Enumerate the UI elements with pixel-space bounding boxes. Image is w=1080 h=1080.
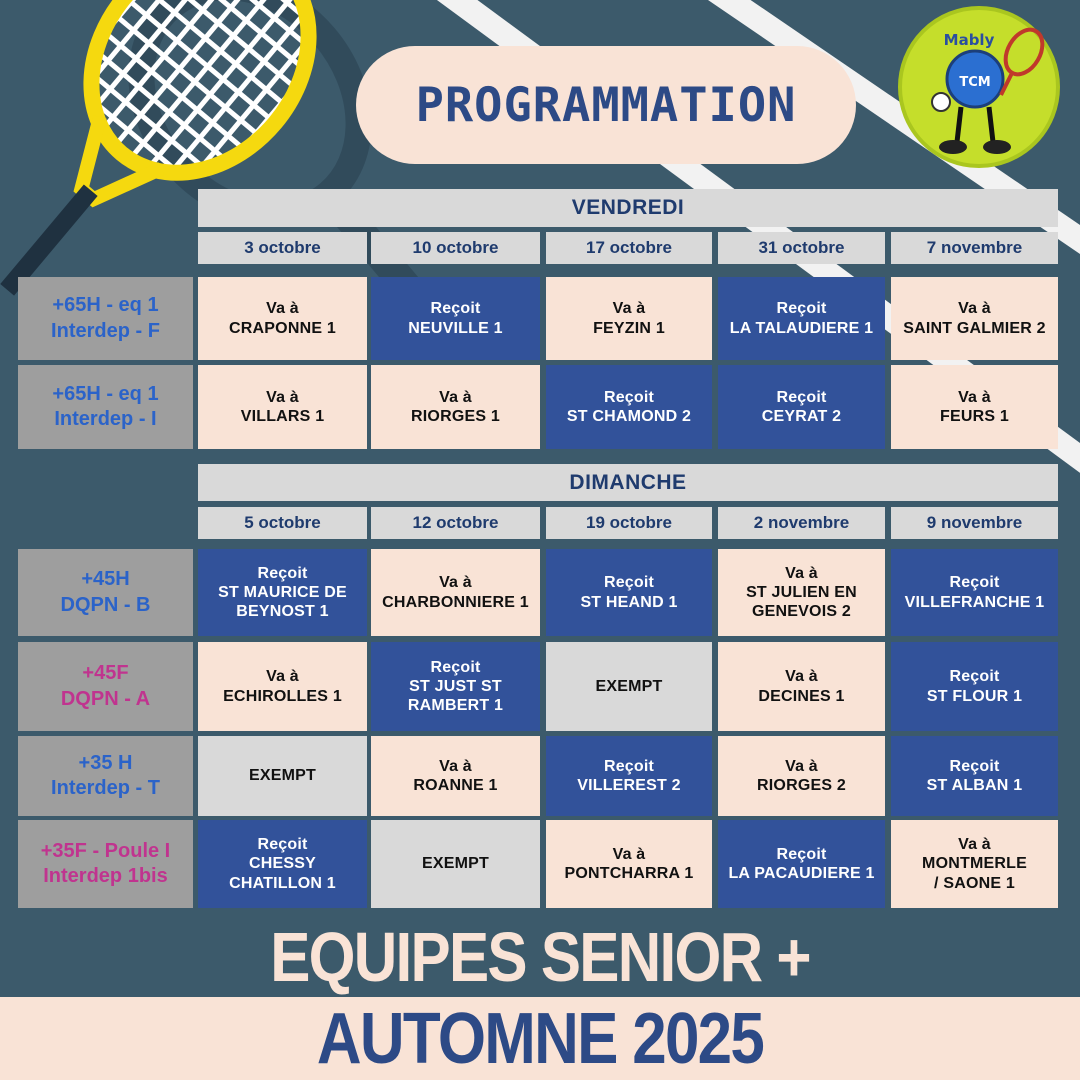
match-cell-home: Reçoit ST HEAND 1	[546, 549, 712, 636]
footer-title-line1: EQUIPES SENIOR +	[270, 918, 810, 996]
sunday-date-header: 12 octobre	[371, 507, 540, 539]
sunday-day-header: DIMANCHE	[198, 464, 1058, 501]
match-cell-away: Va à CRAPONNE 1	[198, 277, 367, 360]
match-cell-away: Va à ROANNE 1	[371, 736, 540, 816]
match-cell-away: Va à DECINES 1	[718, 642, 885, 731]
match-cell-home: Reçoit ST MAURICE DE BEYNOST 1	[198, 549, 367, 636]
team-label: +35F - Poule I Interdep 1bis	[18, 820, 193, 908]
match-cell-away: Va à VILLARS 1	[198, 365, 367, 449]
match-cell-home: Reçoit VILLEFRANCHE 1	[891, 549, 1058, 636]
match-cell-away: Va à RIORGES 1	[371, 365, 540, 449]
match-cell-home: Reçoit ST ALBAN 1	[891, 736, 1058, 816]
match-cell-home: Reçoit CHESSY CHATILLON 1	[198, 820, 367, 908]
footer-title-line2: AUTOMNE 2025	[316, 998, 764, 1079]
page-title: PROGRAMMATION	[356, 46, 856, 164]
team-label: +65H - eq 1 Interdep - I	[18, 365, 193, 449]
sunday-date-header: 19 octobre	[546, 507, 712, 539]
team-label: +45H DQPN - B	[18, 549, 193, 636]
match-cell-away: Va à PONTCHARRA 1	[546, 820, 712, 908]
friday-date-header: 3 octobre	[198, 232, 367, 264]
match-cell-away: Va à SAINT GALMIER 2	[891, 277, 1058, 360]
friday-date-header: 10 octobre	[371, 232, 540, 264]
match-cell-home: Reçoit LA TALAUDIERE 1	[718, 277, 885, 360]
match-cell-bye: EXEMPT	[371, 820, 540, 908]
friday-date-header: 7 novembre	[891, 232, 1058, 264]
match-cell-home: Reçoit VILLEREST 2	[546, 736, 712, 816]
club-logo-icon	[900, 8, 1058, 166]
match-cell-away: Va à ECHIROLLES 1	[198, 642, 367, 731]
match-cell-away: Va à ST JULIEN EN GENEVOIS 2	[718, 549, 885, 636]
match-cell-bye: EXEMPT	[198, 736, 367, 816]
match-cell-bye: EXEMPT	[546, 642, 712, 731]
match-cell-home: Reçoit NEUVILLE 1	[371, 277, 540, 360]
match-cell-home: Reçoit ST FLOUR 1	[891, 642, 1058, 731]
team-label: +45F DQPN - A	[18, 642, 193, 731]
match-cell-away: Va à FEYZIN 1	[546, 277, 712, 360]
svg-text:Mably: Mably	[943, 31, 995, 49]
match-cell-away: Va à MONTMERLE / SAONE 1	[891, 820, 1058, 908]
match-cell-home: Reçoit ST JUST ST RAMBERT 1	[371, 642, 540, 731]
match-cell-away: Va à FEURS 1	[891, 365, 1058, 449]
sunday-date-header: 9 novembre	[891, 507, 1058, 539]
match-cell-away: Va à CHARBONNIERE 1	[371, 549, 540, 636]
friday-date-header: 17 octobre	[546, 232, 712, 264]
team-label: +65H - eq 1 Interdep - F	[18, 277, 193, 360]
friday-day-header: VENDREDI	[198, 189, 1058, 227]
friday-date-header: 31 octobre	[718, 232, 885, 264]
match-cell-home: Reçoit ST CHAMOND 2	[546, 365, 712, 449]
sunday-date-header: 5 octobre	[198, 507, 367, 539]
match-cell-home: Reçoit CEYRAT 2	[718, 365, 885, 449]
svg-text:TCM: TCM	[959, 75, 991, 90]
team-label: +35 H Interdep - T	[18, 736, 193, 816]
match-cell-home: Reçoit LA PACAUDIERE 1	[718, 820, 885, 908]
match-cell-away: Va à RIORGES 2	[718, 736, 885, 816]
sunday-date-header: 2 novembre	[718, 507, 885, 539]
